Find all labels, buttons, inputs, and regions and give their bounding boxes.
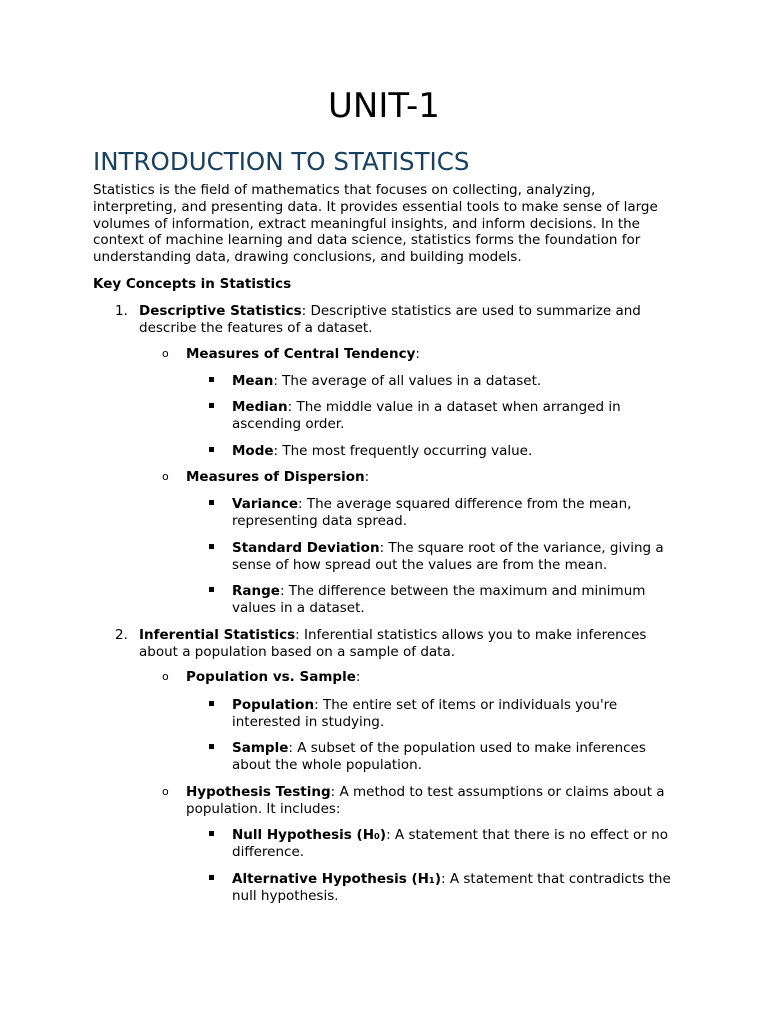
square-bullet-icon — [209, 831, 214, 836]
definition: : A statement that there is no effect or no difference. — [232, 827, 668, 860]
definition: : — [355, 669, 361, 685]
list-item-range — [232, 583, 680, 617]
list-item-population-vs-sample — [162, 669, 676, 686]
term: Standard Deviation — [232, 540, 380, 556]
circle-bullet-icon: o — [162, 670, 169, 683]
term: Measures of Central Tendency — [186, 346, 416, 362]
term: Alternative Hypothesis (H₁) — [232, 871, 442, 887]
definition: : A method to test assumptions or claims about a population. It includes: — [186, 784, 665, 817]
list-item-descriptive-statistics — [115, 303, 679, 337]
term: Population — [232, 697, 315, 713]
term: Population vs. Sample — [186, 669, 356, 685]
definition: : The square root of the variance, giving a sense of how spread out the values are from the mean. — [232, 540, 664, 573]
list-item-mode — [232, 443, 680, 460]
square-bullet-icon — [209, 587, 214, 592]
list-item-central-tendency — [162, 346, 676, 363]
list-item-hypothesis-testing — [162, 784, 676, 818]
square-bullet-icon — [209, 701, 214, 706]
circle-bullet-icon: o — [162, 347, 169, 360]
term: Null Hypothesis (H₀) — [232, 827, 387, 843]
square-bullet-icon — [209, 447, 214, 452]
definition: : The entire set of items or individuals you're interested in studying. — [232, 697, 618, 730]
circle-bullet-icon: o — [162, 785, 169, 798]
term: Sample — [232, 740, 289, 756]
term: Inferential Statistics — [139, 627, 296, 643]
square-bullet-icon — [209, 744, 214, 749]
term: Range — [232, 583, 280, 599]
term: Median — [232, 399, 288, 415]
list-item-alternative-hypothesis — [232, 871, 680, 905]
square-bullet-icon — [209, 500, 214, 505]
intro-paragraph: Statistics is the field of mathematics that focuses on collecting, analyzing, interpreting, and presenting data. It provides essential tools to make sense of large volumes of information, extract meaningful insights, and inform decisions. In the context of machine learning and data science, statistics forms the foundation for understanding data, drawing conclusions, and building models. — [93, 182, 658, 266]
definition: : The average squared difference from the mean, representing data spread. — [232, 496, 632, 529]
list-item-standard-deviation — [232, 540, 680, 574]
circle-bullet-icon: o — [162, 470, 169, 483]
definition: : The average of all values in a dataset. — [273, 373, 542, 389]
definition: : A statement that contradicts the null hypothesis. — [232, 871, 671, 904]
definition: : The difference between the maximum and minimum values in a dataset. — [232, 583, 646, 616]
list-item-mean — [232, 373, 680, 390]
term: Variance — [232, 496, 298, 512]
square-bullet-icon — [209, 377, 214, 382]
term: Measures of Dispersion — [186, 469, 365, 485]
definition: : — [415, 346, 420, 362]
section-heading: INTRODUCTION TO STATISTICS — [93, 147, 470, 176]
definition: : The most frequently occurring value. — [273, 443, 533, 459]
term: Hypothesis Testing — [186, 784, 331, 800]
list-item-inferential-statistics — [115, 627, 679, 661]
definition: : Inferential statistics allows you to make inferences about a population based on a sample of data. — [139, 627, 647, 660]
list-number: 1. — [115, 303, 128, 319]
definition: : — [364, 469, 370, 485]
term: Descriptive Statistics — [139, 303, 302, 319]
list-item-median — [232, 399, 680, 433]
definition: : The middle value in a dataset when arranged in ascending order. — [232, 399, 621, 432]
unit-title: UNIT-1 — [328, 86, 440, 126]
list-item-null-hypothesis — [232, 827, 680, 861]
definition: : A subset of the population used to make inferences about the whole population. — [232, 740, 646, 773]
square-bullet-icon — [209, 544, 214, 549]
square-bullet-icon — [209, 875, 214, 880]
list-item-variance — [232, 496, 680, 530]
list-number: 2. — [115, 627, 128, 643]
square-bullet-icon — [209, 403, 214, 408]
list-item-population — [232, 697, 680, 731]
key-concepts-heading: Key Concepts in Statistics — [93, 276, 292, 292]
list-item-sample — [232, 740, 680, 774]
term: Mode — [232, 443, 274, 459]
term: Mean — [232, 373, 274, 389]
definition: : Descriptive statistics are used to summarize and describe the features of a dataset. — [139, 303, 641, 336]
list-item-dispersion — [162, 469, 676, 486]
